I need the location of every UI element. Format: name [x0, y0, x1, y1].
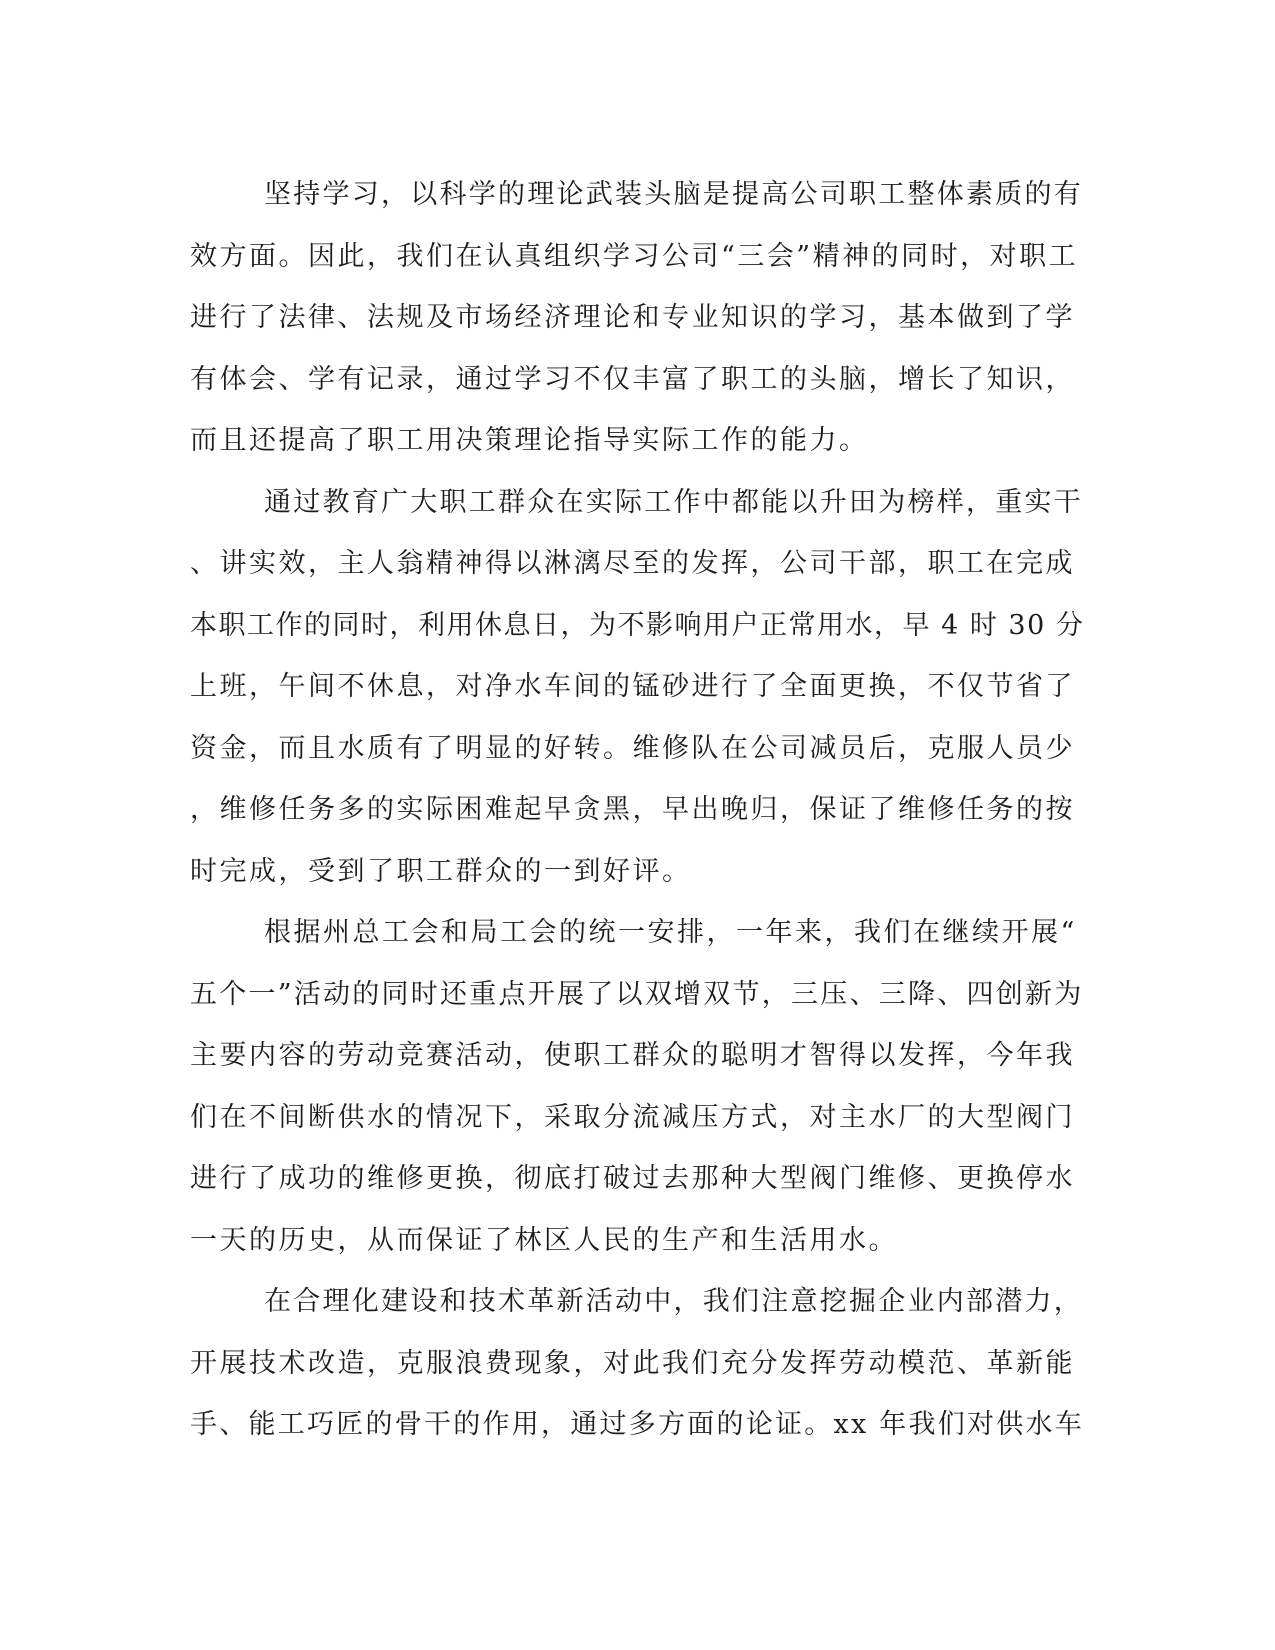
paragraph-line: 一天的历史，从而保证了林区人民的生产和生活用水。: [190, 1224, 898, 1256]
paragraph-line: 时完成，受到了职工群众的一到好评。: [190, 855, 692, 887]
paragraph-3: [190, 902, 1085, 1271]
document-body: [190, 164, 1085, 1456]
paragraph-line: 坚持学习，以科学的理论武装头脑是提高公司职工整体素质的有: [264, 179, 1083, 210]
paragraph-line: 本职工作的同时，利用休息日，为不影响用户正常用水，早 4 时 30 分: [190, 609, 1085, 641]
paragraph-line: 进行了法律、法规及市场经济理论和专业知识的学习，基本做到了学: [190, 302, 1075, 333]
paragraph-line: 们在不间断供水的情况下，采取分流减压方式，对主水厂的大型阀门: [190, 1101, 1075, 1133]
paragraph-line: 效方面。因此，我们在认真组织学习公司“三会”精神的同时，对职工: [190, 240, 1079, 272]
paragraph-line: 上班，午间不休息，对净水车间的锰砂进行了全面更换，不仅节省了: [190, 671, 1075, 702]
paragraph-line: 通过教育广大职工群众在实际工作中都能以升田为榜样，重实干: [264, 486, 1083, 518]
paragraph-line: 而且还提高了职工用决策理论指导实际工作的能力。: [190, 425, 869, 456]
paragraph-line: 有体会、学有记录，通过学习不仅丰富了职工的头脑，增长了知识，: [190, 363, 1075, 395]
paragraph-line: 根据州总工会和局工会的统一安排，一年来，我们在继续开展“: [264, 917, 1077, 948]
paragraph-1: [190, 164, 1085, 472]
paragraph-line: 手、能工巧匠的骨干的作用，通过多方面的论证。xx 年我们对供水车: [190, 1409, 1085, 1440]
paragraph-line: 五个一”活动的同时还重点开展了以双增双节，三压、三降、四创新为: [190, 978, 1084, 1010]
paragraph-line: 、讲实效，主人翁精神得以淋漓尽至的发挥，公司干部，职工在完成: [190, 548, 1075, 579]
paragraph-4: [190, 1271, 1085, 1456]
paragraph-line: ，维修任务多的实际困难起早贪黑，早出晚归，保证了维修任务的按: [190, 794, 1075, 825]
paragraph-line: 在合理化建设和技术革新活动中，我们注意挖掘企业内部潜力，: [264, 1286, 1083, 1317]
paragraph-line: 主要内容的劳动竞赛活动，使职工群众的聪明才智得以发挥，今年我: [190, 1040, 1075, 1071]
paragraph-line: 开展技术改造，克服浪费现象，对此我们充分发挥劳动模范、革新能: [190, 1347, 1075, 1379]
paragraph-line: 进行了成功的维修更换，彻底打破过去那种大型阀门维修、更换停水: [190, 1163, 1075, 1194]
paragraph-line: 资金，而且水质有了明显的好转。维修队在公司减员后，克服人员少: [190, 732, 1075, 764]
paragraph-2: [190, 472, 1085, 903]
